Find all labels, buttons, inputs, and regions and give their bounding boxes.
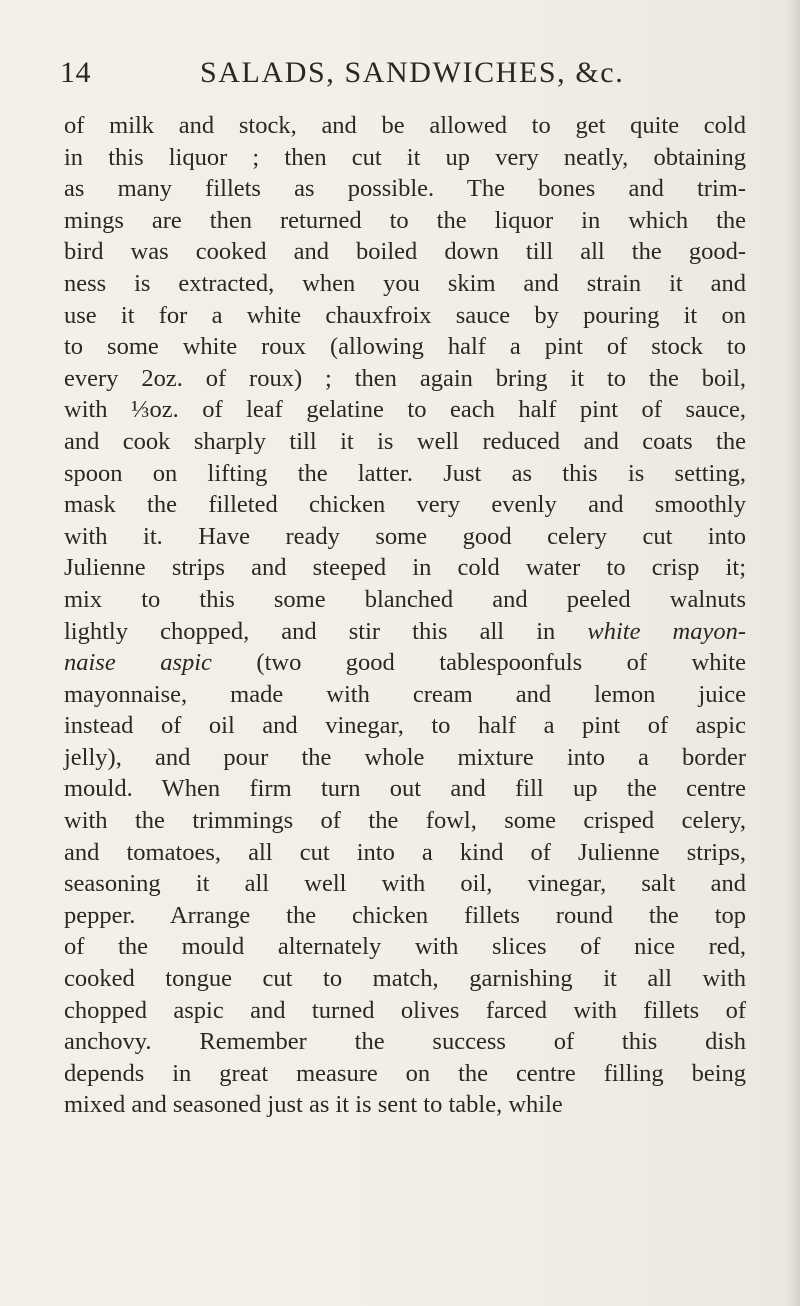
text-span: lightly chopped, and stir this all in [64,617,556,645]
text-line: spoon on lifting the latter. Just as this is setting, [64,459,746,487]
text-line: bird was cooked and boiled down till all the good- [64,238,746,266]
text-line: seasoning it all well with oil, vinegar, salt and [64,870,746,898]
text-line: mings are then returned to the liquor in which the [64,206,746,234]
text-line: and cook sharply till it is well reduced and coats the [64,427,746,455]
italic-phrase: white mayon- [587,617,747,645]
text-line: use it for a white chauxfroix sauce by pouring it on [64,301,746,329]
text-line: as many fillets as possible. The bones and trim- [64,175,746,203]
text-line: with the trimmings of the fowl, some crisped celery, [64,807,746,835]
text-line: to some white roux (allowing half a pint of stock to [64,333,746,361]
text-line: instead of oil and vinegar, to half a pint of aspic [64,712,746,740]
text-line: cooked tongue cut to match, garnishing it all with [64,965,746,993]
text-line: mix to this some blanched and peeled walnuts [64,585,746,613]
text-line: mayonnaise, made with cream and lemon juice [64,680,746,708]
text-line: and tomatoes, all cut into a kind of Julienne strips, [64,838,746,866]
running-title: SALADS, SANDWICHES, &c. [200,56,625,89]
page-number: 14 [60,56,91,89]
text-line: mask the filleted chicken very evenly and smoothly [64,491,746,519]
text-line: of the mould alternately with slices of nice red, [64,933,746,961]
text-line: Julienne strips and steeped in cold water to crisp it; [64,554,746,582]
italic-phrase: naise aspic [64,649,212,677]
text-line: with ⅓oz. of leaf gelatine to each half pint of sauce, [64,396,746,424]
text-line: anchovy. Remember the success of this dish [64,1028,746,1056]
text-line: jelly), and pour the whole mixture into a border [64,743,746,771]
text-line: of milk and stock, and be allowed to get quite cold [64,112,746,139]
text-line [64,616,746,648]
text-line: chopped aspic and turned olives farced with fillets of [64,996,746,1024]
text-line [64,647,746,679]
body-text [64,110,746,1121]
text-line: mixed and seasoned just as it is sent to table, while [64,1091,563,1119]
text-line: pepper. Arrange the chicken fillets round the top [64,901,746,929]
text-line: with it. Have ready some good celery cut into [64,522,746,550]
running-head [60,56,760,96]
text-line: mould. When firm turn out and fill up the centre [64,775,746,803]
text-line: in this liquor ; then cut it up very neatly, obtaining [64,143,746,171]
text-line: ness is extracted, when you skim and strain it and [64,269,746,297]
text-line: every 2oz. of roux) ; then again bring it to the boil, [64,364,746,392]
text-span: (two good tablespoonfuls of white [256,649,746,677]
text-line: depends in great measure on the centre filling being [64,1059,746,1087]
page-edge-shadow [786,0,800,1306]
